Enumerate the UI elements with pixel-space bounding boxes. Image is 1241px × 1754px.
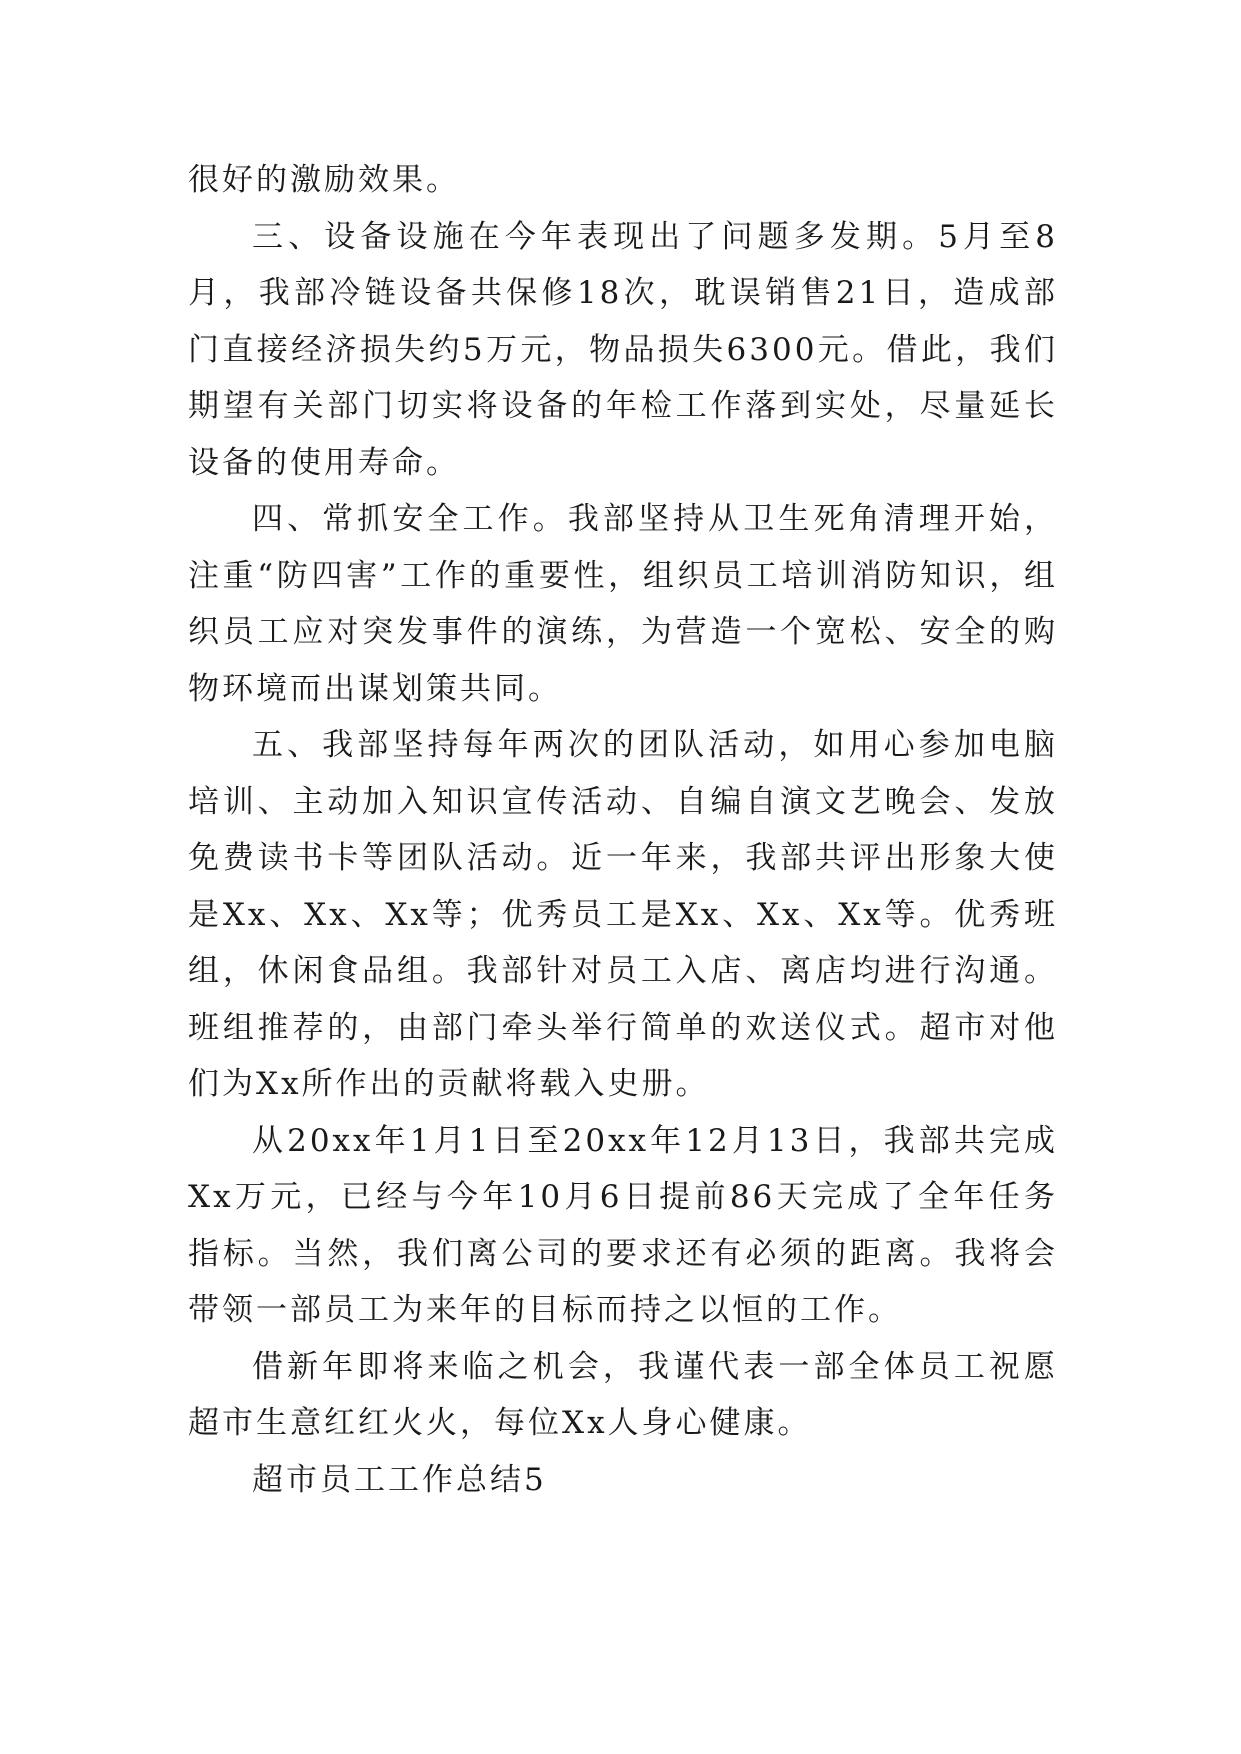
paragraph-continuation: 很好的激励效果。 (188, 162, 460, 198)
paragraph-team-activities: 五、我部坚持每年两次的团队活动，如用心参加电脑培训、主动加入知识宣传活动、自编自演文艺晚会、发放免费读书卡等团队活动。近一年来，我部共评出形象大使是Xx、Xx、Xx等；优秀员工是Xx、Xx、Xx等。优秀班组，休闲食品组。我部针对员工入店、离店均进行沟通。班组推荐的，由部门牵头举行简单的欢送仪式。超市对他们为Xx所作出的贡献将载入史册。 (188, 727, 1058, 1102)
section-heading: 超市员工工作总结5 (252, 1461, 547, 1498)
paragraph-new-year-wishes: 借新年即将来临之机会，我谨代表一部全体员工祝愿超市生意红红火火，每位Xx人身心健康。 (188, 1348, 1058, 1441)
paragraph-safety: 四、常抓安全工作。我部坚持从卫生死角清理开始，注重“防四害”工作的重要性，组织员工培训消防知识，组织员工应对突发事件的演练，为营造一个宽松、安全的购物环境而出谋划策共同。 (188, 501, 1058, 707)
document-body (188, 152, 1058, 1508)
paragraph-equipment: 三、设备设施在今年表现出了问题多发期。5月至8月，我部冷链设备共保修18次，耽误销售21日，造成部门直接经济损失约5万元，物品损失6300元。借此，我们期望有关部门切实将设备的年检工作落到实处，尽量延长设备的使用寿命。 (188, 218, 1058, 481)
paragraph-annual-results: 从20xx年1月1日至20xx年12月13日，我部共完成Xx万元，已经与今年10月6日提前86天完成了全年任务指标。当然，我们离公司的要求还有必须的距离。我将会带领一部员工为来年的目标而持之以恒的工作。 (188, 1122, 1058, 1328)
